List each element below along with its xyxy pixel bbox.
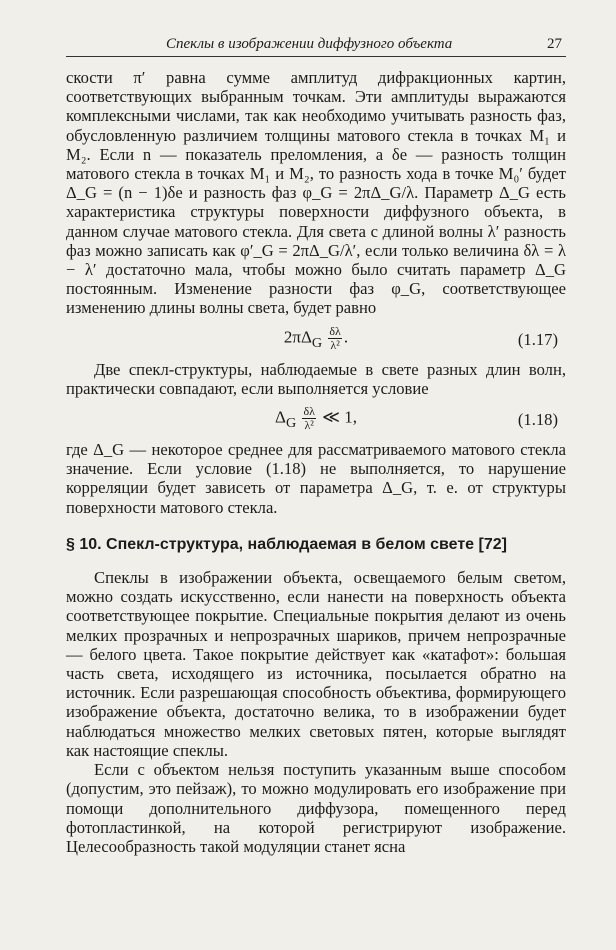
equation-expression: $\Delta_G$ $\frac{\delta\lambda}{\text{λ²}}$ ≪ 1, [275, 404, 357, 433]
paragraph: где Δ_G — некоторое среднее для рассматриваемого матового стекла значение. Если условие (1.18) не выполняется, то нарушение корреляции будет зависеть от параметра Δ_G, т. е. от структуры поверхности матового стекла. [66, 440, 566, 517]
running-title: Спеклы в изображении диффузного объекта [166, 36, 453, 52]
page-header [66, 36, 566, 57]
paragraph: Две спекл-структуры, наблюдаемые в свете разных длин волн, практически совпадают, если выполняется условие [66, 359, 566, 398]
equation-number: (1.17) [517, 329, 558, 349]
equation-expression: $2\pi\Delta_G$ $\frac{\delta\lambda}{\text{λ²}}$ . [283, 323, 349, 352]
page-body [66, 68, 566, 856]
equation-number: (1.18) [517, 410, 558, 430]
fraction: $\frac{\delta\lambda}{\text{λ²}}$ [303, 404, 315, 433]
paragraph: Если с объектом нельзя поступить указанным выше способом (допустим, это пейзаж), то можно модулировать его изображение при помощи дополнительного диффузора, помещенного перед фотопластинкой, на которой регистрируют изображение. Целесообразность такой модуляции станет ясна [66, 760, 566, 856]
equation-1-18 [66, 398, 566, 440]
page-number: 27 [547, 36, 562, 52]
paragraph: скости π′ равна сумме амплитуд дифракционных картин, соответствующих выбранным точкам. Эти амплитуды выражаются комплексными числами, так как необходимо учитывать разность фаз, обусловленную различием толщины матового стекла в точках M₁ и M₂. Если n — показатель преломления, а δe — разность толщин матового стекла в точках M₁ и M₂, то разность хода в точке M₀′ будет Δ_G = (n − 1)δe и разность фаз φ_G = 2πΔ_G/λ. Параметр Δ_G есть характеристика структуры поверхности диффузного объекта, в данном случае матового стекла. Для света с длиной волны λ′ разность фаз можно записать как φ′_G = 2πΔ_G/λ′, если только величина δλ = λ − λ′ достаточно мала, чтобы можно было считать параметр Δ_G постоянным. Изменение разности фаз φ_G, соответствующее изменению длины волны света, будет равно [66, 68, 566, 318]
fraction: $\frac{\delta\lambda}{\text{λ²}}$ [329, 323, 341, 352]
section-heading: § 10. Спекл-структура, наблюдаемая в белом свете [72] [66, 535, 507, 553]
equation-1-17 [66, 318, 566, 360]
paragraph: Спеклы в изображении объекта, освещаемого белым светом, можно создать искусственно, если нанести на поверхность объекта соответствующее покрытие. Специальные покрытия делают из очень мелких прозрачных и непрозрачных шариков, причем непрозрачные — белого цвета. Такое покрытие действует как «катафот»: большая часть света, исходящего из источника, посылается обратно на источник. Если разрешающая способность объектива, формирующего изображение объекта, достаточно велика, то в изображении будет наблюдаться множество мелких световых пятен, которые выглядят как настоящие спеклы. [66, 568, 566, 760]
